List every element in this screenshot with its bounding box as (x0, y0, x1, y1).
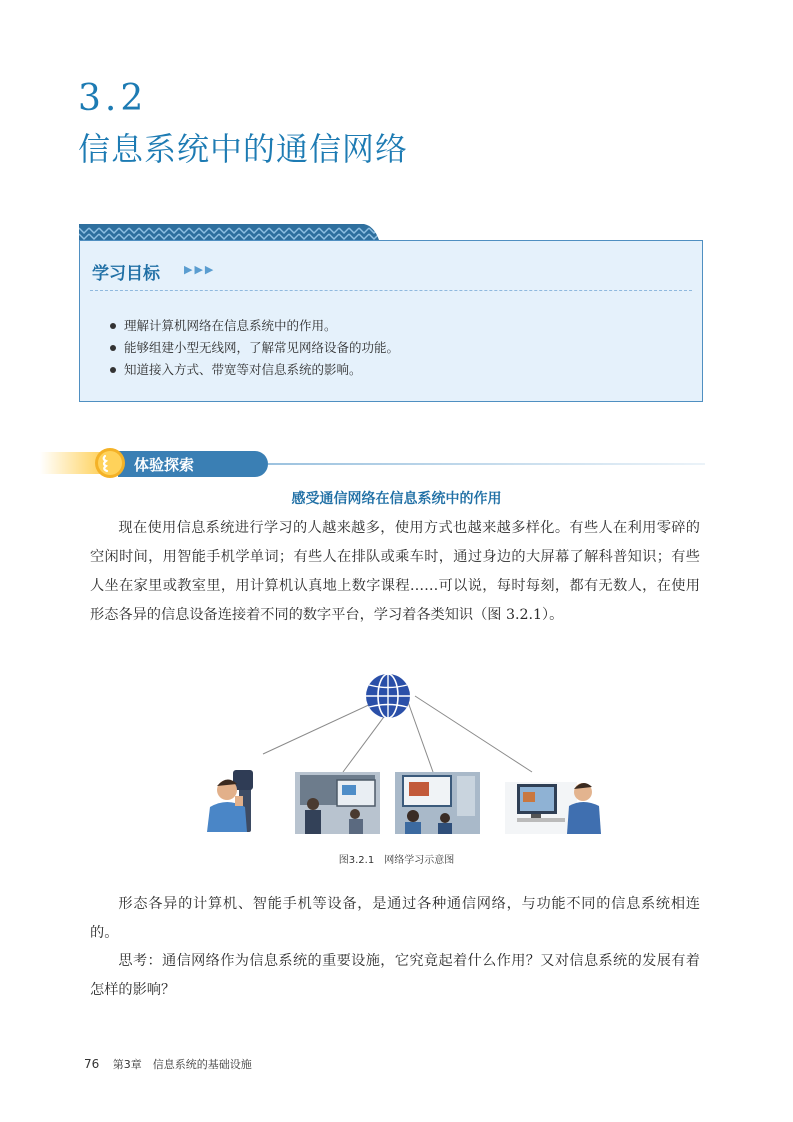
goal-item: 理解计算机网络在信息系统中的作用。 (110, 315, 399, 337)
globe-icon (366, 674, 410, 718)
goals-arrow-icon: ▶▶▶ (184, 263, 216, 276)
bullet-icon (110, 367, 116, 373)
explore-divider (268, 463, 705, 465)
paragraph-intro: 现在使用信息系统进行学习的人越来越多，使用方式也越来越多样化。有些人在利用零碎的空闲时间，用智能手机学单词；有些人在排队或乘车时，通过身边的大屏幕了解科普知识；有些人坐在家里或教室里，用计算机认真地上数字课程……可以说，每时每刻，都有无数人，在使用形态各异的信息设备连接着不同的数字平台，学习着各类知识（图 3.2.1）。 (90, 520, 700, 623)
figure-caption: 图3.2.1 网络学习示意图 (338, 855, 455, 866)
person-with-phone-illustration (207, 770, 253, 832)
bullet-icon (110, 345, 116, 351)
activity-title: 感受通信网络在信息系统中的作用 (291, 491, 502, 507)
network-learning-figure (205, 672, 605, 844)
page-number: 76 (84, 1057, 100, 1071)
paragraph-devices: 形态各异的计算机、智能手机等设备，是通过各种通信网络，与功能不同的信息系统相连的。 (90, 896, 700, 941)
goal-item: 能够组建小型无线网，了解常见网络设备的功能。 (110, 337, 399, 359)
goals-heading: 学习目标 (92, 264, 160, 284)
goals-divider (90, 290, 692, 291)
bullet-icon (110, 323, 116, 329)
goals-list (110, 315, 399, 381)
chapter-title: 第3章 信息系统的基础设施 (112, 1058, 252, 1071)
goals-stripe-decoration (79, 224, 379, 240)
goal-item: 知道接入方式、带宽等对信息系统的影响。 (110, 359, 399, 381)
lightbulb-icon (92, 447, 128, 479)
subway-screen-illustration (295, 772, 380, 834)
computer-user-illustration (505, 782, 601, 834)
paragraph-think: 思考：通信网络作为信息系统的重要设施，它究竟起着什么作用？又对信息系统的发展有着怎样的影响？ (90, 953, 700, 998)
explore-label: 体验探索 (134, 456, 195, 474)
section-number: 3.2 (78, 78, 148, 119)
page-footer (84, 1056, 252, 1072)
classroom-illustration (395, 772, 480, 834)
section-title: 信息系统中的通信网络 (78, 130, 409, 168)
explore-header (40, 445, 705, 481)
learning-goals-box (79, 240, 703, 402)
